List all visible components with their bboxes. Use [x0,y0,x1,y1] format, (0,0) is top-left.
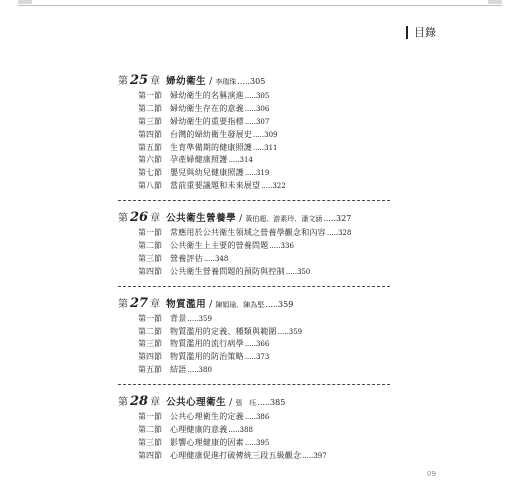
chapter-heading[interactable] [118,72,390,90]
section-page: .....395 [244,438,270,447]
section-entry[interactable] [118,103,390,116]
section-title: 婦幼衛生的名稱演進 [170,91,244,100]
section-page: .....386 [244,413,270,422]
section-title: 常應用於公共衛生領域之營養學觀念和內容 [170,228,326,238]
section-label: 第三節 [138,437,162,447]
header-bar [406,26,408,39]
section-entry[interactable] [118,180,390,193]
section-title: 公共衛生營養問題的預防與控制 [170,266,285,276]
chapter-title: 公共衛生營養學 [166,213,237,225]
chapter-title: 公共心理衛生 [166,397,227,409]
section-entry[interactable] [118,313,390,326]
section-label: 第一節 [138,412,162,422]
chapter-slash: / [209,298,213,310]
section-title: 營養評估 [170,253,203,263]
chapter-suffix: 章 [150,76,161,87]
chapter-prefix: 第 [118,397,128,409]
section-title: 背景 [170,313,187,323]
chapter-slash: / [209,76,213,87]
section-page: .....397 [302,451,327,460]
chapter-page: .....305 [237,77,266,86]
section-label: 第四節 [138,450,162,460]
chapter-authors: 李瑞珠 [215,78,237,86]
section-title: 台灣的婦幼衛生發展史 [170,129,252,139]
chapter-divider [118,286,390,287]
chapter-page: .....385 [257,398,286,408]
section-page: .....388 [228,426,253,435]
section-title: 婦幼衛生存在的意義 [170,103,244,113]
section-label: 第八節 [138,181,162,191]
section-title: 影響心理健康的因素 [170,437,244,447]
section-entry[interactable] [118,424,390,437]
chapter-title: 物質濫用 [166,298,207,310]
section-label: 第四節 [138,129,162,139]
section-page: .....336 [269,242,294,251]
corner-mark-right [488,0,502,4]
chapter-heading[interactable] [118,295,390,313]
section-page: .....366 [244,340,270,349]
section-title: 物質濫用的定義、種類與範圍 [170,326,277,336]
section-title: 當前重要議題和未來展望 [170,181,261,191]
chapter-divider [118,200,390,201]
chapter-number: 25 [130,73,149,88]
section-page: .....319 [244,169,270,178]
chapter-authors: 陳娟瑜、陳為堅 [215,300,265,309]
section-label: 第二節 [138,103,162,113]
chapter-suffix: 章 [150,213,161,225]
section-label: 第一節 [138,313,162,323]
corner-mark-left [18,0,32,4]
chapter-page: .....327 [323,214,352,224]
section-label: 第二節 [138,241,162,251]
section-entry[interactable] [118,154,390,167]
chapter-number: 28 [130,394,149,410]
chapter-authors: 張 珏 [235,399,257,408]
section-page: .....307 [244,117,270,126]
section-title: 物質濫用的防治策略 [170,352,244,362]
section-title: 結語 [170,365,187,375]
section-title: 孕產婦健康照護 [170,155,228,165]
section-page: .....314 [228,156,253,165]
section-entry[interactable] [118,90,390,103]
section-entry[interactable] [118,411,390,424]
section-entry[interactable] [118,338,390,351]
section-entry[interactable] [118,167,390,180]
top-rule [18,0,502,6]
section-entry[interactable] [118,240,390,253]
section-page: .....305 [244,92,270,100]
section-page: .....373 [244,353,270,362]
section-page: .....322 [261,182,286,191]
section-title: 嬰兒與幼兒健康照護 [170,168,244,178]
section-entry[interactable] [118,450,390,463]
section-label: 第四節 [138,266,162,276]
section-entry[interactable] [118,116,390,129]
section-label: 第二節 [138,425,162,435]
chapter-slash: / [229,397,233,409]
section-entry[interactable] [118,253,390,266]
page-number: 09 [427,470,436,478]
section-label: 第一節 [138,228,162,238]
section-entry[interactable] [118,364,390,377]
section-entry[interactable] [118,142,390,155]
section-entry[interactable] [118,129,390,142]
chapter-authors: 黃伯超、游素玲、潘文涵 [245,215,323,224]
section-entry[interactable] [118,266,390,279]
section-label: 第一節 [138,91,162,100]
section-label: 第二節 [138,326,162,336]
section-entry[interactable] [118,351,390,364]
section-page: .....309 [253,130,278,139]
header-title: 目錄 [414,26,436,39]
section-title: 公共心理衛生的定義 [170,412,244,422]
section-entry[interactable] [118,326,390,339]
chapter-divider [118,384,390,385]
chapter-number: 27 [130,295,149,311]
chapter-suffix: 章 [150,298,161,310]
section-label: 第五節 [138,365,162,375]
section-label: 第六節 [138,155,162,165]
section-title: 物質濫用的流行病學 [170,339,244,349]
section-label: 第三節 [138,253,162,263]
section-entry[interactable] [118,227,390,240]
chapter-prefix: 第 [118,76,128,87]
chapter-prefix: 第 [118,298,128,310]
chapter-heading[interactable] [118,209,390,227]
section-page: .....380 [187,366,212,375]
table-of-contents [118,72,390,463]
section-page: .....328 [326,229,352,238]
chapter-number: 26 [130,210,149,226]
chapter-title: 婦幼衛生 [166,76,207,87]
chapter-suffix: 章 [150,397,161,409]
section-entry[interactable] [118,437,390,450]
section-title: 生育準備期的健康照護 [170,142,252,152]
chapter-heading[interactable] [118,393,390,411]
section-page: .....359 [187,314,212,323]
section-page: .....348 [203,254,229,263]
section-label: 第七節 [138,168,162,178]
section-title: 心理健康的意義 [170,425,228,435]
section-title: 婦幼衛生的重要指標 [170,116,244,126]
section-label: 第五節 [138,142,162,152]
section-label: 第三節 [138,339,162,349]
section-label: 第三節 [138,116,162,126]
chapter-page: .....359 [265,299,294,309]
section-page: .....306 [244,104,270,113]
section-label: 第四節 [138,352,162,362]
section-title: 心理健康促進打破傳統三段五級觀念 [170,450,302,460]
section-page: .....350 [285,267,311,276]
section-title: 公共衛生上主要的營養問題 [170,241,269,251]
chapter-prefix: 第 [118,213,128,225]
running-header [406,24,436,40]
section-page: .....359 [277,327,303,336]
chapter-slash: / [239,213,243,225]
section-page: .....311 [253,143,278,152]
